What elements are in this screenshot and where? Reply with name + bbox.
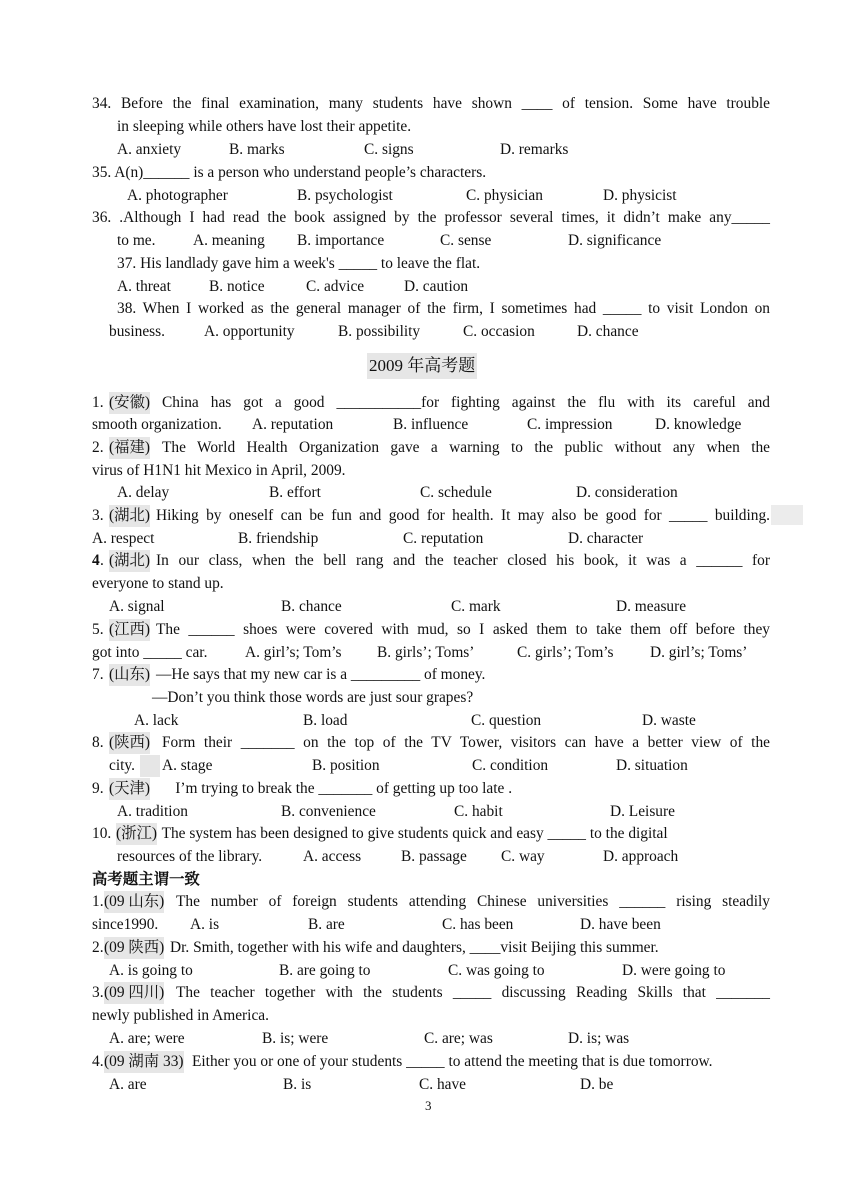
g2-opt-a: A. delay <box>117 484 170 501</box>
g4-num: 4 <box>92 552 100 569</box>
g2-opt-c: C. schedule <box>420 484 492 501</box>
g10-lead: resources of the library. <box>117 848 263 865</box>
g10-opt-b: B. passage <box>401 848 467 865</box>
g7-opt-a: A. lack <box>134 712 179 729</box>
g8-opt-d: D. situation <box>616 757 688 774</box>
s2-num: 2. <box>92 939 104 956</box>
g3-opt-b: B. friendship <box>238 530 319 547</box>
g4-opt-c: C. mark <box>451 598 501 615</box>
g10-num: 10. <box>92 825 112 842</box>
q34-line2: in sleeping while others have lost their appetite. <box>117 118 412 135</box>
g4-opt-b: B. chance <box>281 598 342 615</box>
s2-opt-d: D. were going to <box>622 962 726 979</box>
s4-num: 4. <box>92 1053 104 1070</box>
margin-highlight-box <box>771 505 803 525</box>
g7-line2: —Don’t you think those words are just sour grapes? <box>152 689 474 706</box>
s4-opt-c: C. have <box>419 1076 467 1093</box>
g7-num: 7. <box>92 666 108 683</box>
g8-opt-c: C. condition <box>472 757 549 774</box>
g8-highlight-gap <box>140 755 160 777</box>
g9-opt-c: C. habit <box>454 803 503 820</box>
g8-line1: Form their _______ on the top of the TV Tower, visitors can have a better view of the <box>162 734 770 751</box>
g9-tag: (天津) <box>109 778 150 800</box>
g5-opt-d: D. girl’s; Toms’ <box>650 644 748 661</box>
s4-opt-b: B. is <box>283 1076 312 1093</box>
s1-opt-a: A. is <box>190 916 220 933</box>
s2-line1: Dr. Smith, together with his wife and daughters, ____visit Beijing this summer. <box>170 939 659 956</box>
q34-opt-c: C. signs <box>364 141 414 158</box>
s1-lead: since1990. <box>92 916 159 933</box>
s3-opt-d: D. is; was <box>568 1030 630 1047</box>
g1-num: 1. <box>92 394 108 411</box>
g2-tag: (福建) <box>109 437 150 459</box>
g1-opt-b: B. influence <box>393 416 469 433</box>
s1-opt-c: C. has been <box>442 916 514 933</box>
q35-line1: 35. A(n)______ is a person who understand people’s characters. <box>92 164 487 181</box>
g2-line1: The World Health Organization gave a warning to the public without any when the <box>162 439 770 456</box>
g7-line1: —He says that my new car is a _________ of money. <box>156 666 486 683</box>
g3-opt-c: C. reputation <box>403 530 484 547</box>
q37-opt-b: B. notice <box>209 278 265 295</box>
q34-opt-a: A. anxiety <box>117 141 182 158</box>
s3-line2: newly published in America. <box>92 1007 269 1024</box>
g4-num-rest: . <box>100 552 108 569</box>
s2-opt-b: B. are going to <box>279 962 371 979</box>
g9-num: 9. <box>92 780 108 797</box>
g5-opt-a: A. girl’s; Tom’s <box>245 644 342 661</box>
g8-opt-b: B. position <box>312 757 380 774</box>
q38-opt-d: D. chance <box>577 323 639 340</box>
s1-num: 1. <box>92 893 104 910</box>
q38-line1: 38. When I worked as the general manager of the firm, I sometimes had _____ to visit London on <box>117 300 770 317</box>
q37-opt-d: D. caution <box>404 278 469 295</box>
g5-opt-b: B. girls’; Toms’ <box>377 644 475 661</box>
q37-line1: 37. His landlady gave him a week's _____ to leave the flat. <box>117 255 481 272</box>
g10-tag: (浙江) <box>116 823 157 845</box>
g4-opt-a: A. signal <box>109 598 165 615</box>
s1-tag: (09 山东) <box>104 891 164 913</box>
g1-opt-c: C. impression <box>527 416 613 433</box>
s1-opt-b: B. are <box>308 916 345 933</box>
g10-opt-c: C. way <box>501 848 545 865</box>
section-title-agreement: 高考题主谓一致 <box>92 871 200 888</box>
g2-line2: virus of H1N1 hit Mexico in April, 2009. <box>92 462 346 479</box>
s3-num: 3. <box>92 984 104 1001</box>
q36-opt-c: C. sense <box>440 232 492 249</box>
g5-lead: got into _____ car. <box>92 644 208 661</box>
g7-opt-b: B. load <box>303 712 348 729</box>
g1-lead: smooth organization. <box>92 416 222 433</box>
q36-lead: to me. <box>117 232 156 249</box>
g9-opt-a: A. tradition <box>117 803 188 820</box>
g3-opt-a: A. respect <box>92 530 155 547</box>
q34-line1: 34. Before the final examination, many students have shown ____ of tension. Some have trouble <box>92 95 770 112</box>
q36-line1: 36. .Although I had read the book assigned by the professor several times, it didn’t make any_____ <box>92 209 770 226</box>
g8-num: 8. <box>92 734 108 751</box>
g3-tag: (湖北) <box>109 505 150 527</box>
g1-tag: (安徽) <box>109 392 150 414</box>
g5-num: 5. <box>92 621 108 638</box>
s3-opt-b: B. is; were <box>262 1030 329 1047</box>
s3-line1: The teacher together with the students _____ discussing Reading Skills that _______ <box>176 984 770 1001</box>
q35-opt-a: A. photographer <box>127 187 228 204</box>
s4-opt-d: D. be <box>580 1076 614 1093</box>
section-title-2009: 2009 年高考题 <box>367 353 477 379</box>
q35-opt-c: C. physician <box>466 187 543 204</box>
g5-line1: The ______ shoes were covered with mud, so I asked them to take them off before they <box>156 621 770 638</box>
q36-opt-d: D. significance <box>568 232 662 249</box>
g3-num: 3. <box>92 507 108 524</box>
g10-opt-a: A. access <box>303 848 362 865</box>
q35-opt-b: B. psychologist <box>297 187 393 204</box>
g10-opt-d: D. approach <box>603 848 679 865</box>
s3-opt-c: C. are; was <box>424 1030 493 1047</box>
s3-opt-a: A. are; were <box>109 1030 185 1047</box>
s1-line1: The number of foreign students attending Chinese universities ______ rising steadily <box>176 893 770 910</box>
g4-tag: (湖北) <box>109 550 150 572</box>
s4-tag: (09 湖南 33) <box>104 1051 184 1073</box>
g7-opt-d: D. waste <box>642 712 696 729</box>
g5-tag: (江西) <box>109 619 150 641</box>
s2-opt-a: A. is going to <box>109 962 193 979</box>
q37-opt-a: A. threat <box>117 278 171 295</box>
q34-opt-d: D. remarks <box>500 141 569 158</box>
g9-line1: I’m trying to break the _______ of getting up too late . <box>156 780 513 797</box>
g5-opt-c: C. girls’; Tom’s <box>517 644 614 661</box>
s4-line1: Either you or one of your students _____ to attend the meeting that is due tomorrow. <box>192 1053 713 1070</box>
g4-opt-d: D. measure <box>616 598 687 615</box>
g9-opt-d: D. Leisure <box>610 803 675 820</box>
g10-line1: The system has been designed to give students quick and easy _____ to the digital <box>158 825 668 842</box>
s3-tag: (09 四川) <box>104 982 164 1004</box>
g7-tag: (山东) <box>109 664 150 686</box>
g2-num: 2. <box>92 439 108 456</box>
g2-opt-d: D. consideration <box>576 484 678 501</box>
q35-opt-d: D. physicist <box>603 187 677 204</box>
g7-opt-c: C. question <box>471 712 542 729</box>
q34-opt-b: B. marks <box>229 141 285 158</box>
q38-opt-c: C. occasion <box>463 323 535 340</box>
g4-line2: everyone to stand up. <box>92 575 224 592</box>
s1-opt-d: D. have been <box>580 916 661 933</box>
g3-line1: Hiking by oneself can be fun and good for health. It may also be good for _____ building. <box>156 507 770 524</box>
q36-opt-a: A. meaning <box>193 232 265 249</box>
s4-opt-a: A. are <box>109 1076 147 1093</box>
g1-opt-a: A. reputation <box>252 416 334 433</box>
g8-tag: (陕西) <box>109 732 150 754</box>
g9-opt-b: B. convenience <box>281 803 376 820</box>
g3-opt-d: D. character <box>568 530 644 547</box>
page-number: 3 <box>425 1098 432 1113</box>
q38-opt-a: A. opportunity <box>204 323 295 340</box>
q36-opt-b: B. importance <box>297 232 385 249</box>
q37-opt-c: C. advice <box>306 278 365 295</box>
s2-opt-c: C. was going to <box>448 962 545 979</box>
g4-line1: In our class, when the bell rang and the teacher closed his book, it was a ______ for <box>156 552 770 569</box>
s2-tag: (09 陕西) <box>104 937 164 959</box>
q38-lead: business. <box>109 323 166 340</box>
g8-lead: city. <box>109 757 135 774</box>
g2-opt-b: B. effort <box>269 484 321 501</box>
g8-opt-a: A. stage <box>162 757 213 774</box>
g1-opt-d: D. knowledge <box>655 416 742 433</box>
q38-opt-b: B. possibility <box>338 323 421 340</box>
g1-line1: China has got a good ___________for fighting against the flu with its careful and <box>162 394 770 411</box>
